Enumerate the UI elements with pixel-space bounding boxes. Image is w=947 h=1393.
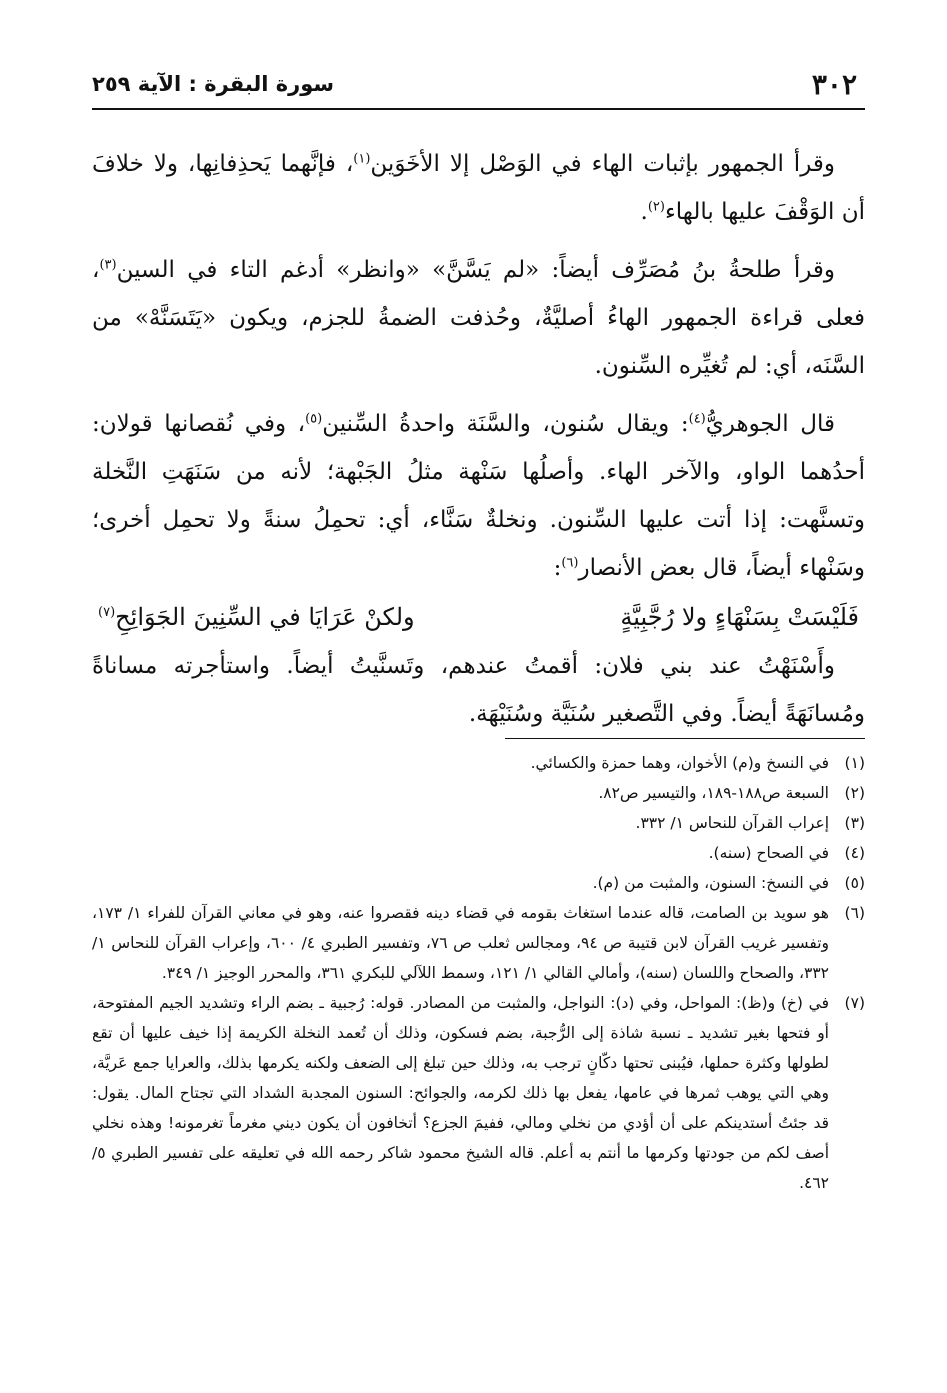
footnote-number: (٢) bbox=[844, 784, 865, 802]
footnote-ref: (٤) bbox=[688, 411, 706, 427]
running-head: سورة البقرة : الآية ٢٥٩ bbox=[92, 72, 335, 96]
paragraph-text: وقرأ الجمهور بإثبات الهاء في الوَصْل إلا الأخَوَين bbox=[370, 151, 835, 177]
footnote-text: في النسخ و(م) الأخوان، وهما حمزة والكسائي. bbox=[530, 754, 829, 772]
footnote-ref: (١) bbox=[353, 151, 371, 167]
verse-second-hemistich bbox=[98, 592, 415, 642]
footnote-ref: (٣) bbox=[99, 257, 117, 273]
footnote bbox=[92, 898, 865, 988]
footnote bbox=[92, 778, 865, 808]
footnote-number: (٥) bbox=[844, 874, 865, 892]
paragraph-text: ، فإنَّهما يَحذِفانِها، ولا خلافَ أن الوَقْفَ عليها بالهاء bbox=[92, 151, 865, 225]
footnote-number: (٤) bbox=[844, 844, 865, 862]
footnote-separator bbox=[505, 738, 865, 739]
paragraph-text: وأَسْنَهْتُ عند بني فلان: أقمتُ عندهم، وتَسنَّيتُ أيضاً. واستأجرته مساناةً ومُسانَهَةً أيضاً. وفي التَّصغير سُنَيَّة وسُنَيْهَة. bbox=[92, 653, 865, 727]
verse-second-text: ولكنْ عَرَايَا في السِّنِينَ الجَوَائِحِ bbox=[115, 603, 415, 631]
page-header bbox=[92, 64, 865, 110]
footnote bbox=[92, 988, 865, 1198]
poetry-verse bbox=[92, 592, 865, 642]
footnote-ref: (٢) bbox=[647, 199, 665, 215]
footnote-number: (٦) bbox=[844, 904, 865, 922]
paragraph-text: ، فعلى قراءة الجمهور الهاءُ أصليَّةٌ، وحُذفت الضمةُ للجزم، ويكون «يَتَسَنَّهْ» من السَّنَه، أي: لم تُغيِّره السِّنون. bbox=[92, 257, 865, 379]
paragraph-text: . bbox=[640, 199, 648, 225]
footnote-text: في النسخ: السنون، والمثبت من (م). bbox=[592, 874, 829, 892]
footnote-ref: (٧) bbox=[98, 605, 116, 620]
main-text bbox=[92, 140, 865, 748]
paragraph-text: قال الجوهريُّ bbox=[705, 411, 835, 437]
paragraph bbox=[92, 140, 865, 236]
verse-first-hemistich: فَلَيْسَتْ بِسَنْهَاءٍ ولا رُجَّبِيَّةٍ bbox=[620, 603, 859, 631]
footnote-text: في (خ) و(ظ): المواحل، وفي (د): النواجل، والمثبت من المصادر. قوله: رُجبية ـ بضم الراء وتشديد الجيم المفتوحة، أو فتحها بغير تشديد ـ نسبة شاذة إلى الرُّجبة، بضم فسكون، وذلك أن تُعمد النخلة الكريمة إذا خيف عليها أن تقع لطولها وكثرة حملها، فيُبنى تحتها دكّانٍ ترجب به، وذلك حين تبلغ إلى الضعف ولكنه يكرمها بذلك، والعرايا جمع عَريَّة، وهي التي يوهب ثمرها في عامها، يفعل بها ذلك لكرمه، والجوائح: السنون المجدبة الشداد التي تجتاح المال. يقول: قد جئتُ أستدينكم على أن أؤدي من نخلي ومالي، ففيمَ الجزع؟ أتخافون أن يكون ديني مغرماً تغرمونه! وهذه نخلي أصف لكم من جودتها وكرمها ما أنتم به أعلم. قاله الشيخ محمود شاكر رحمه الله في تعليقه على تفسير الطبري ٥/ ٤٦٢. bbox=[92, 994, 829, 1192]
footnote-text: في الصحاح (سنه). bbox=[708, 844, 829, 862]
footnote bbox=[92, 808, 865, 838]
footnote bbox=[92, 868, 865, 898]
footnote-ref: (٥) bbox=[305, 411, 323, 427]
paragraph-text: : ويقال سُنون، والسَّنَة واحدةُ السِّنين bbox=[322, 411, 689, 437]
footnote-number: (٧) bbox=[844, 994, 865, 1012]
footnote-text: إعراب القرآن للنحاس ١/ ٣٣٢. bbox=[635, 814, 829, 832]
footnote bbox=[92, 748, 865, 778]
footnotes bbox=[92, 748, 865, 1198]
footnote-text: هو سويد بن الصامت، قاله عندما استغاث بقومه في قضاء دينه فقصروا عنه، وهو في معاني القرآن للفراء ١/ ١٧٣، وتفسير غريب القرآن لابن قتيبة ص ٩٤، ومجالس ثعلب ص ٧٦، وتفسير الطبري ٤/ ٦٠٠، وإعراب القرآن للنحاس ١/ ٣٣٢، والصحاح واللسان (سنه)، وأمالي القالي ١/ ١٢١، وسمط اللآلي للبكري ٣٦١، والمحرر الوجيز ١/ ٣٤٩. bbox=[92, 904, 829, 982]
paragraph bbox=[92, 642, 865, 738]
footnote-number: (١) bbox=[844, 754, 865, 772]
paragraph bbox=[92, 246, 865, 390]
footnote-ref: (٦) bbox=[561, 555, 579, 571]
footnote bbox=[92, 838, 865, 868]
page-number: ٣٠٢ bbox=[811, 68, 857, 101]
paragraph-text: : bbox=[553, 555, 562, 581]
paragraph-text: ، وفي نُقصانها قولان: أحدُهما الواو، والآخر الهاء. وأصلُها سَنْهة مثلُ الجَبْهة؛ لأنه من سَنَهَتِ النَّخلة وتسنَّهت: إذا أتت عليها السِّنون. ونخلةٌ سَنَّاء، أي: تحمِلُ سنةً ولا تحمِل أخرى؛ وسَنْهاء أيضاً، قال بعض الأنصار bbox=[92, 411, 865, 581]
footnote-number: (٣) bbox=[844, 814, 865, 832]
footnote-text: السبعة ص١٨٨-١٨٩، والتيسير ص٨٢. bbox=[598, 784, 829, 802]
paragraph-text: وقرأ طلحةُ بنُ مُصَرِّف أيضاً: «لم يَسَّنَّ» «وانظر» أدغم التاء في السين bbox=[116, 257, 835, 283]
paragraph bbox=[92, 400, 865, 592]
